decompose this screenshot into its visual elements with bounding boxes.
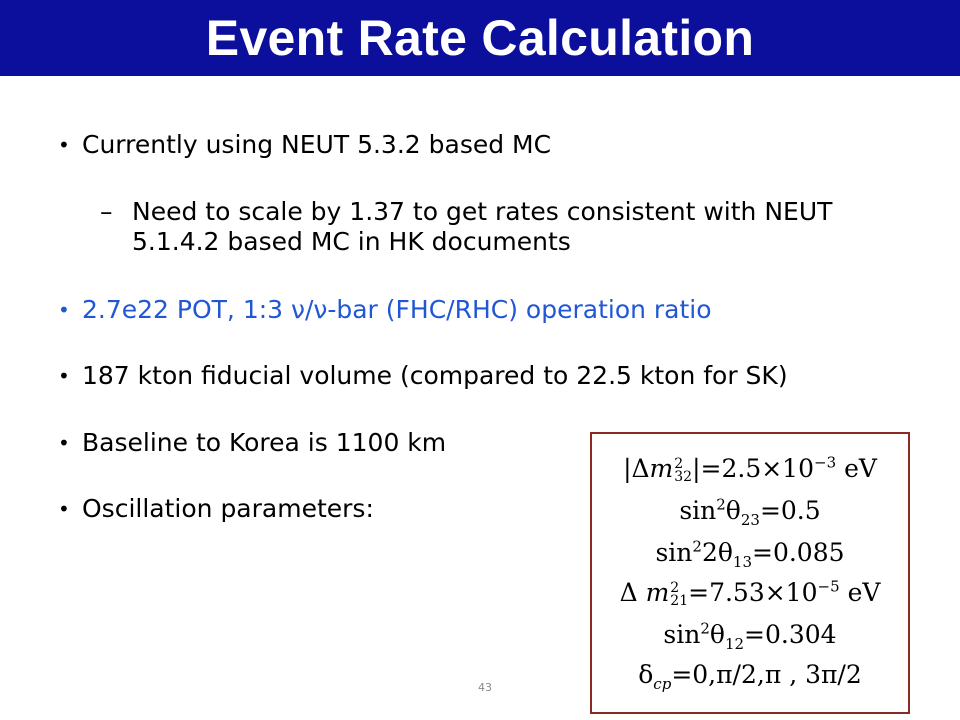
equation-dm21: Δ m 2 21 $=7.53\times 10^{-5}$ eV [619,577,881,609]
equation-sin2-theta23: $\sin^2\theta_{23}=0.5$ [679,495,821,529]
bullet-text: Oscillation parameters: [82,494,374,523]
bullet-icon: • [58,298,70,322]
bullet-icon: • [58,431,70,455]
bullet-item [58,130,551,160]
bullet-item [58,428,446,458]
bullet-icon: • [58,133,70,157]
bullet-icon: • [58,364,70,388]
sub-bullet-item [100,197,912,257]
bullet-text: Baseline to Korea is 1100 km [82,428,447,457]
title-bar [0,0,960,76]
bullet-text: 187 kton fiducial volume (compared to 22.5 kton for SK) [82,361,788,390]
page-number: 43 [478,681,492,694]
dash-icon: – [100,197,113,226]
equation-sin2-theta12: $\sin^2\theta_{12}=0.304$ [663,619,837,653]
oscillation-parameters-box [590,432,910,714]
equation-delta-cp: $\delta_{cp}=0,\pi/2,\pi$ , 3π/2 [638,660,862,693]
bullet-item [58,494,374,524]
bullet-item-highlight [58,295,712,325]
bullet-text: Currently using NEUT 5.3.2 based MC [82,130,552,159]
equation-sin2-2theta13: $\sin^22\theta_{13}=0.085$ [655,537,845,571]
bullet-icon: • [58,497,70,521]
slide-title: Event Rate Calculation [205,10,755,66]
bullet-item [58,361,788,391]
equation-dm32: |Δm 2 32 $|=2.5\times 10^{-3}$ eV [623,453,877,485]
sub-bullet-text: Need to scale by 1.37 to get rates consistent with NEUT 5.1.4.2 based MC in HK documents [132,197,833,256]
bullet-text: 2.7e22 POT, 1:3 ν/ν-bar (FHC/RHC) operation ratio [82,295,712,324]
